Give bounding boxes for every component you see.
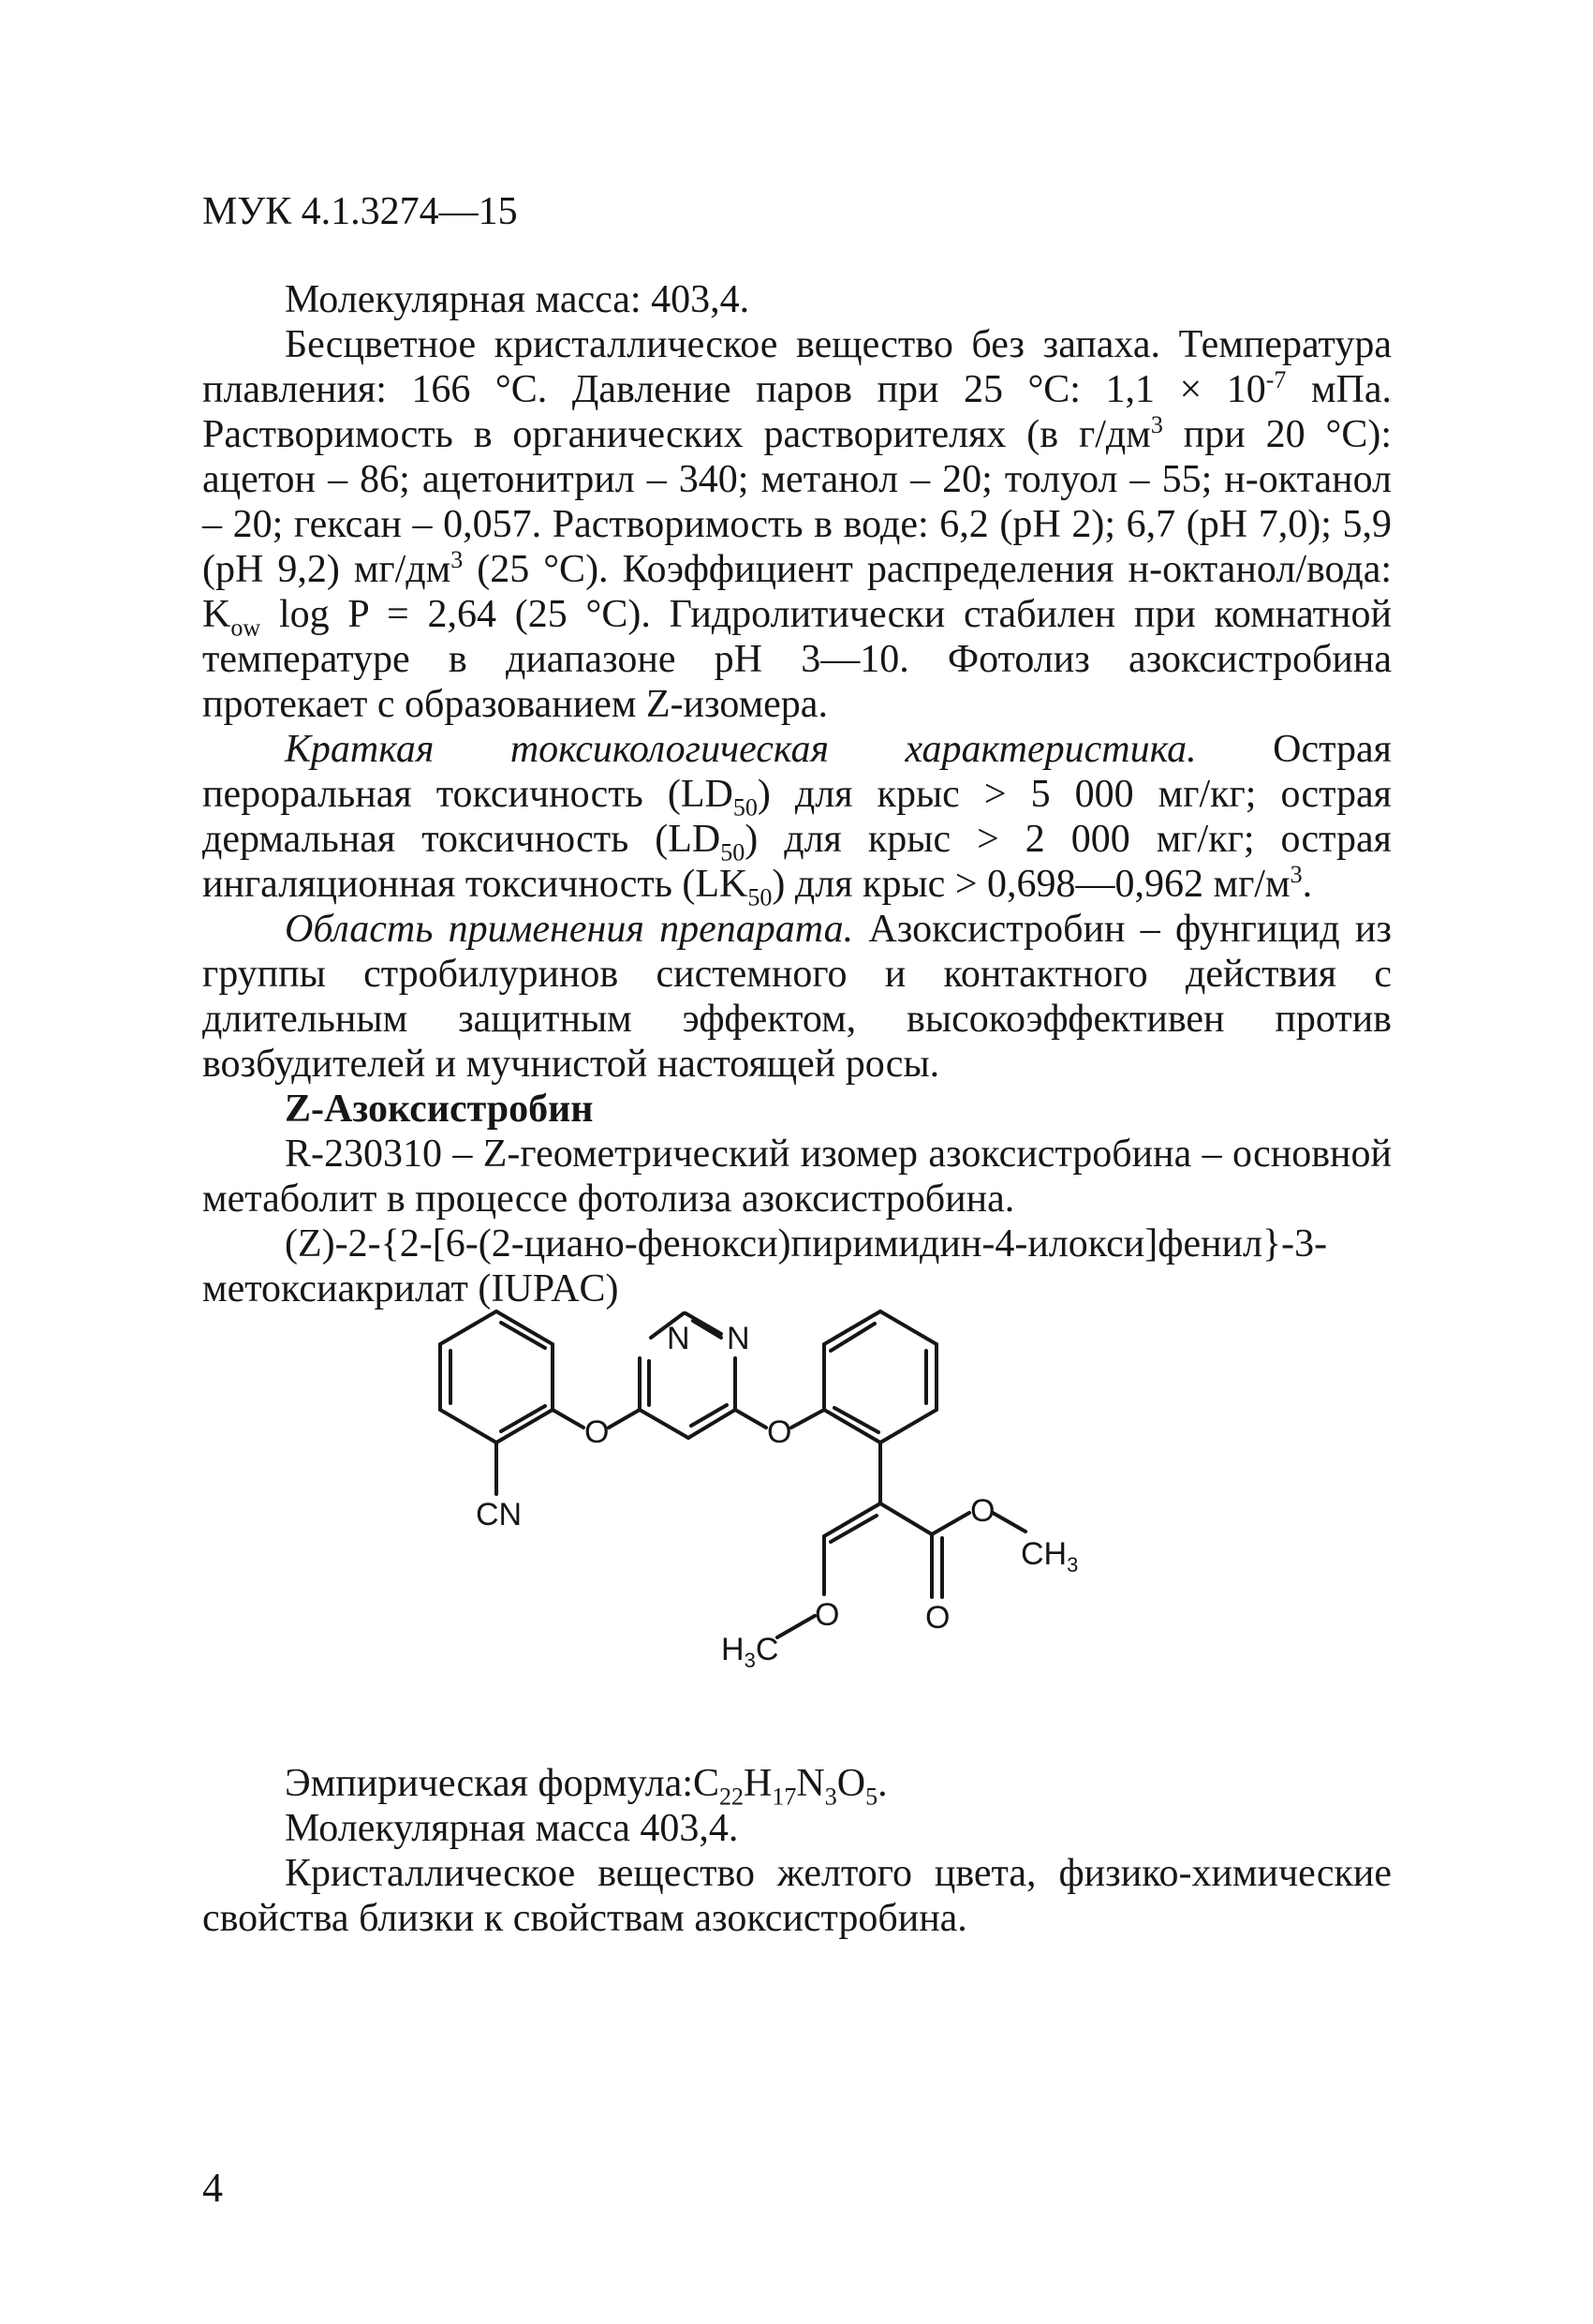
nitrile-label: CN	[476, 1497, 523, 1532]
right-benzene-ring	[824, 1311, 937, 1443]
properties-block	[202, 277, 1392, 1311]
formula-block	[202, 1761, 1392, 1941]
toxicology-heading: Краткая токсикологическая характеристика.	[285, 728, 1197, 771]
z-section-description: R-230310 – Z-геометрический изомер азоксистробина – основной метаболит в процессе фотолиза азоксистробина.	[202, 1132, 1392, 1221]
ether-oxygen-left-label: O	[584, 1414, 610, 1450]
z-description: Кристаллическое вещество желтого цвета, физико-химические свойства близки к свойствам азоксистробина.	[202, 1852, 1392, 1940]
page-number: 4	[202, 2165, 223, 2211]
document-header: МУК 4.1.3274—15	[202, 190, 518, 233]
carbonyl-oxygen-label: O	[925, 1600, 951, 1636]
z-section-title: Z-Азоксистробин	[285, 1088, 594, 1131]
methoxy-methyl-label: $H_3C$	[721, 1632, 779, 1672]
physical-properties: Бесцветное кристаллическое вещество без запаха. Температура плавления: 166 °С. Давление паров при 25 °С: $1,1 \times 10^{-7}$ мПа. Растворимость в органических растворителях (в $г/дм^3$ при 20 °С): ацетон – 86; ацетонитрил – 340; метанол – 20; толуол – 55; н-октанол – 20; гексан – 0,057. Растворимость в воде: 6,2 (рН 2); 6,7 (рН 7,0); 5,9 (рН 9,2) $мг/дм^3$ (25 °С). Коэффициент распределения н-октанол/вода: $K_{ow}$ log P = 2,64 (25 °С). Гидролитически стабилен при комнатной температуре в диапазоне рН 3—10. Фотолиз азоксистробина протекает с образованием Z-изомера.	[202, 323, 1393, 726]
application-heading: Область применения препарата.	[285, 908, 854, 951]
ester-oxygen-label: O	[970, 1493, 996, 1529]
molecular-mass: Молекулярная масса: 403,4.	[285, 278, 750, 321]
ether-oxygen-right-label: O	[767, 1414, 792, 1450]
methyl-label: $CH_3$	[1021, 1536, 1079, 1576]
toxicology-paragraph: Краткая токсикологическая характеристика. Острая пероральная токсичность $(LD_{50})$ для крыс > 5 000 мг/кг; острая дермальная токсичность $(LD_{50})$ для крыс > 2 000 мг/кг; острая ингаляционная токсичность $(LK_{50})$ для крыс > 0,698—0,962 $мг/м^3$.	[202, 728, 1392, 911]
pyrimidine-n2-label: N	[727, 1321, 750, 1356]
structural-formula	[412, 1293, 1180, 1724]
application-paragraph: Область применения препарата. Азоксистробин – фунгицид из группы стробилуринов системного и контактного действия с длительным защитным эффектом, высокоэффективен против возбудителей и мучнистой настоящей росы.	[202, 908, 1392, 1086]
z-molecular-mass: Молекулярная масса 403,4.	[285, 1807, 739, 1850]
empirical-formula: Эмпирическая $формула:C_{22}H_{17}N_3O_5$.	[285, 1762, 888, 1811]
methoxy-oxygen-label: O	[815, 1597, 840, 1633]
pyrimidine-n1-label: N	[667, 1321, 690, 1356]
iupac-name: (Z)-2-{2-[6-(2-циано-фенокси)пиримидин-4-илокси]фенил}-3-метоксиакрилат (IUPAC)	[202, 1222, 1328, 1310]
left-benzene-ring	[440, 1311, 553, 1443]
